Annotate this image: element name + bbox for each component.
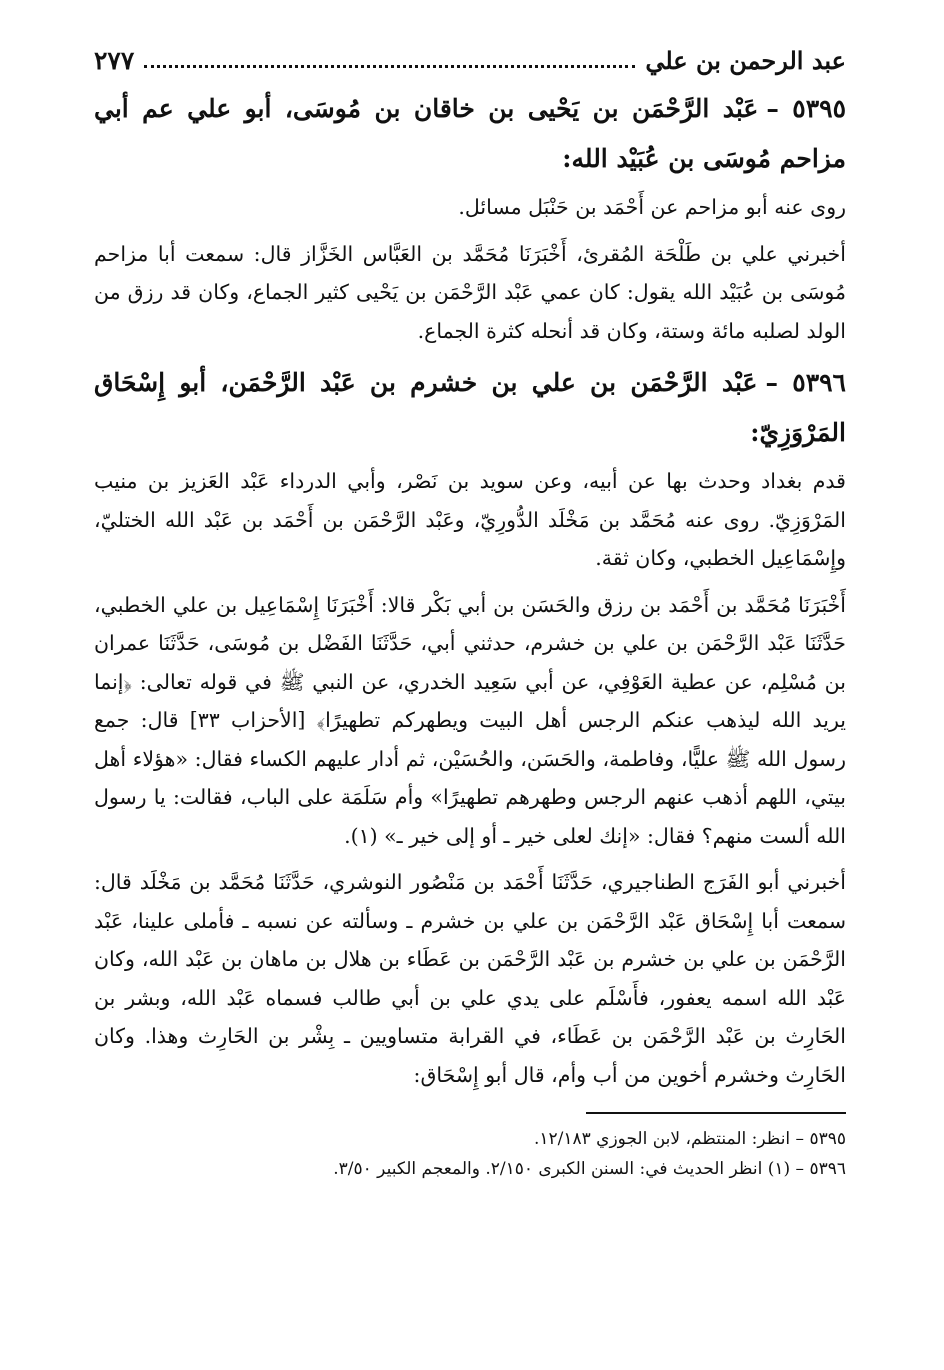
entry-heading-5396 bbox=[94, 358, 846, 458]
paragraph: أخبرني علي بن طَلْحَة المُقرئ، أَخْبَرَنَا مُحَمَّد بن العَبَّاس الخَزَّاز قال: سمعت أبا مزاحم مُوسَى بن عُبَيْد الله يقول: كان عمي عَبْد الرَّحْمَن بن يَحْيى كثير الجماع، وكان قد رزق من الولد لصلبه مائة وستة، وكان قد أنحله كثرة الجماع. bbox=[94, 241, 846, 343]
entry-number: ٥٣٩٦ – bbox=[765, 368, 846, 397]
entry-heading-5395 bbox=[94, 84, 846, 184]
book-page bbox=[94, 38, 846, 1338]
footnote: ٥٣٩٦ – (١) انظر الحديث في: السنن الكبرى ٢/١٥٠. والمعجم الكبير ٣/٥٠. bbox=[333, 1159, 846, 1179]
leader-dots bbox=[144, 65, 635, 68]
footnote-separator bbox=[586, 1112, 846, 1114]
paragraph: قدم بغداد وحدث بها عن أبيه، وعن سويد بن نَصْر، وأبي الدرداء عَبْد العَزيز بن منيب المَرْوَزِيّ. روى عنه مُحَمَّد بن مَخْلَد الدُّورِيّ، وعَبْد الرَّحْمَن بن أَحْمَد بن عَبْد الله الختليّ، وإِسْمَاعِيل الخطبي، وكان ثقة. bbox=[94, 469, 846, 570]
entry-title: عَبْد الرَّحْمَن بن يَحْيى بن خاقان بن مُوسَى، أبو علي عم أبي مزاحم مُوسَى بن عُبَيْد الله: bbox=[94, 94, 846, 173]
paragraph: أَخْبَرَنَا مُحَمَّد بن أَحْمَد بن رزق والحَسَن بن أبي بَكْر قالا: أَخْبَرَنَا إِسْمَاعِيل بن علي الخطبي، حَدَّثَنَا عَبْد الرَّحْمَن بن علي بن خشرم، حدثني أبي، حَدَّثَنَا الفَضْل بن مُوسَى، حَدَّثَنَا عمران بن مُسْلِم، عن عطية العَوْفِي، عن أبي سَعِيد الخدري، عن النبي ﷺ في قوله تعالى: ﴿إنما يريد الله ليذهب عنكم الرجس أهل البيت ويطهركم تطهيرًا﴾ [الأحزاب ٣٣] قال: جمع رسول الله ﷺ عليًّا، وفاطمة، والحَسَن، والحُسَيْن، ثم أدار عليهم الكساء فقال: «هؤلاء أهل بيتي، اللهم أذهب عنهم الرجس وطهرهم تطهيرًا» وأم سَلَمَة على الباب، فقالت: يا رسول الله ألست منهم؟ فقال: «إنك لعلى خير ـ أو إلى خير ـ» (١). bbox=[94, 592, 846, 848]
running-head-title: عبد الرحمن بن علي bbox=[645, 45, 846, 75]
paragraph: أخبرني أبو الفَرَج الطناجيري، حَدَّثَنَا أَحْمَد بن مَنْصُور النوشري، حَدَّثَنَا مُحَمَّد بن مَخْلَد قال: سمعت أبا إِسْحَاق عَبْد الرَّحْمَن بن علي بن خشرم ـ وسألته عن نسبه ـ فأملى علينا، عَبْد الرَّحْمَن بن علي بن خشرم بن عَبْد الرَّحْمَن بن عَطَاء بن هلال بن ماهان بن عَبْد الله، وكان عَبْد الله اسمه يعفور، فأَسْلَم على يدي علي بن أبي طالب فسماه عَبْد الله، وبشر بن الحَارِث بن عَبْد الرَّحْمَن بن عَطَاء، في القرابة متساويين ـ بِشْر بن الحَارِث وهذا. وكان الحَارِث وخشرم أخوين من أب وأم، قال أبو إِسْحَاق: bbox=[94, 870, 846, 1087]
running-head bbox=[94, 38, 846, 82]
footnote-separator-wrap bbox=[94, 1102, 846, 1124]
paragraph: روى عنه أبو مزاحم عن أَحْمَد بن حَنْبَل مسائل. bbox=[458, 195, 846, 219]
footnote: ٥٣٩٥ – انظر: المنتظم، لابن الجوزي ١٢/١٨٣. bbox=[533, 1129, 846, 1149]
page-number: ٢٧٧ bbox=[94, 45, 135, 75]
entry-number: ٥٣٩٥ – bbox=[766, 94, 846, 123]
entry-title: عَبْد الرَّحْمَن بن علي بن خشرم بن عَبْد الرَّحْمَن، أبو إِسْحَاق المَرْوَزِيّ: bbox=[94, 368, 846, 447]
